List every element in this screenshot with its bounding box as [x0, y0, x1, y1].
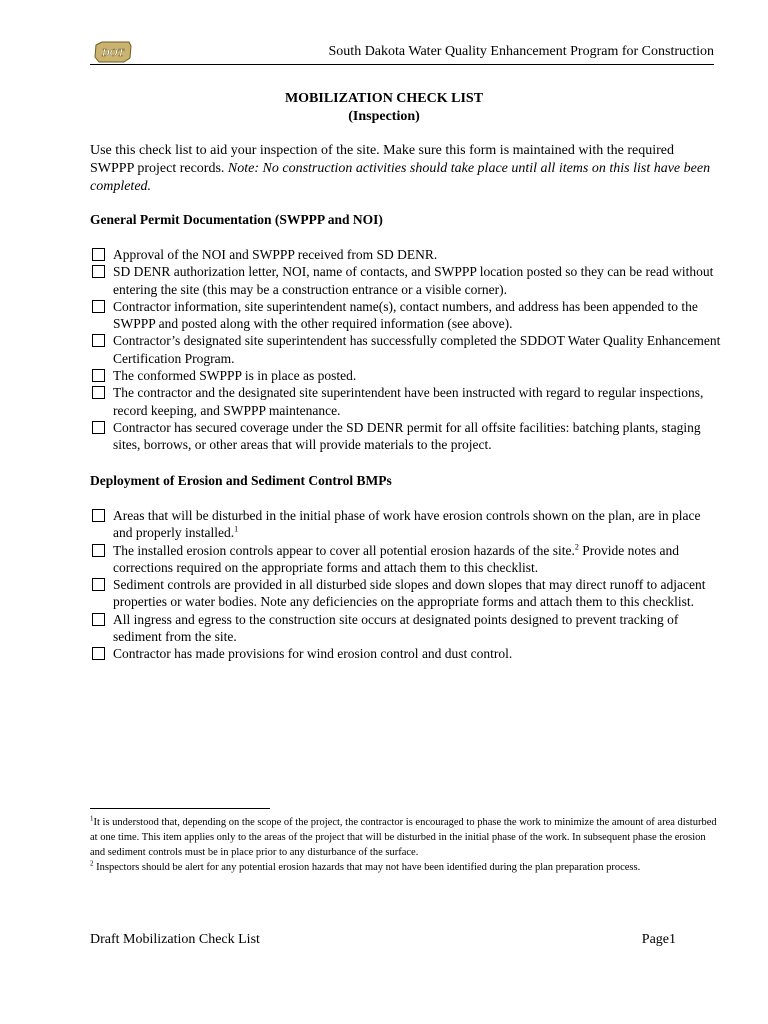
- checkbox[interactable]: [92, 369, 105, 382]
- checkbox[interactable]: [92, 578, 105, 591]
- checklist-item: [90, 576, 722, 611]
- checkbox[interactable]: [92, 421, 105, 434]
- section-heading-erosion-sediment-bmps: Deployment of Erosion and Sediment Control BMPs: [90, 473, 392, 488]
- checklist-item: [90, 507, 722, 542]
- checklist-item: [90, 332, 722, 367]
- checklist-item-text: Contractor has secured coverage under the SD DENR permit for all offsite facilities: batching plants, staging sites, borrows, or other areas that will provide materials to the project.: [113, 419, 701, 453]
- checkbox[interactable]: [92, 613, 105, 626]
- checklist-item: [90, 542, 722, 577]
- checklist-item-text: Contractor has made provisions for wind erosion control and dust control.: [113, 646, 513, 662]
- checklist-item-text: Sediment controls are provided in all disturbed side slopes and down slopes that may direct runoff to adjacent properties or water bodies. Note any deficiencies on the appropriate forms and attach them to this checklist.: [113, 577, 706, 610]
- checklist-erosion-sediment-bmps: [90, 507, 722, 663]
- checkbox[interactable]: [92, 300, 105, 313]
- footnote-ref[interactable]: 2: [574, 542, 579, 552]
- footnote-separator: [90, 808, 270, 809]
- checklist-item-text: The contractor and the designated site superintendent have been instructed with regard to regular inspections, record keeping, and SWPPP maintenance.: [113, 385, 704, 418]
- document-subtitle: (Inspection): [348, 109, 420, 124]
- header-title: South Dakota Water Quality Enhancement Program for Construction: [328, 44, 714, 59]
- checklist-item-text: Approval of the NOI and SWPPP received from SD DENR.: [113, 247, 438, 262]
- checklist-item-text: Areas that will be disturbed in the initial phase of work have erosion controls shown on the plan, are in place and properly installed.$^1$: [113, 508, 701, 541]
- checklist-item-text: The conformed SWPPP is in place as posted.: [113, 368, 357, 384]
- footnote-1: [90, 815, 722, 860]
- sddot-logo-icon: [93, 40, 133, 64]
- checkbox[interactable]: [92, 544, 105, 557]
- checklist-item-text: SD DENR authorization letter, NOI, name of contacts, and SWPPP location posted so they can be read without entering the site (this may be a construction entrance or a visible corner).: [113, 264, 714, 297]
- footnote-ref[interactable]: 1: [234, 524, 239, 534]
- checklist-item: [90, 384, 722, 419]
- footnote-mark: 2: [90, 859, 94, 868]
- footnote-text: It is understood that, depending on the scope of the project, the contractor is encouraged to phase the work to minimize the amount of area disturbed at one time. This item applies only to the areas of the project that will be disturbed in the initial phase of the work. In subsequent phase the erosion and sediment controls must be in place prior to any disturbance of the surface.: [90, 817, 717, 858]
- checkbox[interactable]: [92, 265, 105, 278]
- footer-page-number: Page1: [641, 932, 676, 947]
- checklist-item-text: All ingress and egress to the construction site occurs at designated points designed to prevent tracking of sediment from the site.: [113, 611, 679, 645]
- checklist-item: [90, 298, 722, 333]
- checklist-item: [90, 611, 722, 646]
- section-heading-permit-documentation: General Permit Documentation (SWPPP and NOI): [90, 212, 383, 227]
- checklist-item-text: The installed erosion controls appear to cover all potential erosion hazards of the site.$^2$ Provide notes and corrections required on the appropriate forms and attach them to this checklist.: [113, 542, 679, 575]
- checklist-item: [90, 263, 722, 298]
- checkbox[interactable]: [92, 334, 105, 347]
- checklist-item-text: Contractor information, site superintendent name(s), contact numbers, and address has been appended to the SWPPP and posted along with the other required information (see above).: [113, 298, 698, 332]
- document-title: MOBILIZATION CHECK LIST: [284, 91, 484, 106]
- checklist-permit-documentation: [90, 246, 722, 454]
- checklist-item: [90, 419, 722, 454]
- checkbox[interactable]: [92, 647, 105, 660]
- page-header: [90, 38, 714, 65]
- checklist-item: [90, 645, 722, 662]
- checkbox[interactable]: [92, 509, 105, 522]
- footer-document-name: Draft Mobilization Check List: [90, 932, 260, 947]
- checklist-item-text: Contractor’s designated site superintendent has successfully completed the SDDOT Water Quality Enhancement Certification Program.: [113, 333, 721, 366]
- checkbox[interactable]: [92, 248, 105, 261]
- checkbox[interactable]: [92, 386, 105, 399]
- footnote-2: [90, 860, 722, 875]
- intro-paragraph: [90, 142, 720, 196]
- svg-text:DOT: DOT: [101, 47, 125, 59]
- intro-text: Use this check list to aid your inspection of the site. Make sure this form is maintained with the required SWPPP project records.: [90, 143, 674, 176]
- checklist-item: [90, 246, 722, 263]
- footnote-mark: 1: [90, 814, 94, 823]
- intro-note: Note: No construction activities should take place until all items on this list have been completed.: [90, 161, 711, 194]
- footnote-text: Inspectors should be alert for any potential erosion hazards that may not have been identified during the plan preparation process.: [93, 862, 641, 873]
- footnotes: [90, 815, 722, 875]
- checklist-item: [90, 367, 722, 384]
